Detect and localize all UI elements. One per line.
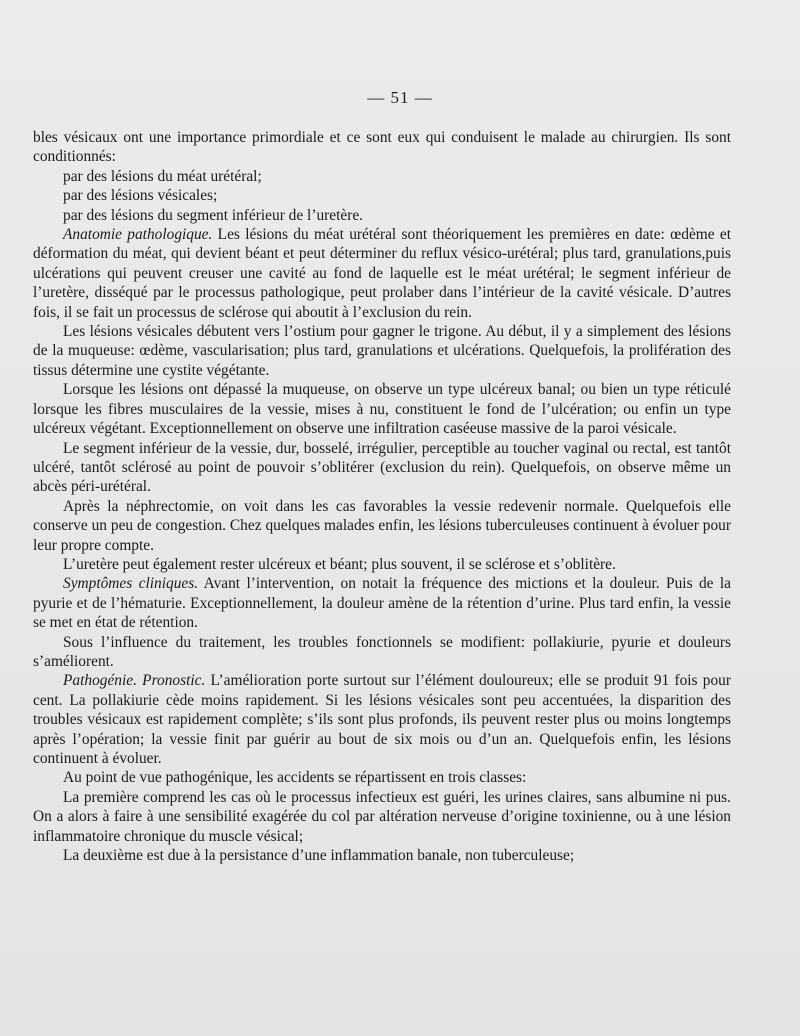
- paragraph: La première comprend les cas où le processus infectieux est guéri, les urines claires, sans albumine ni pus. On a alors à faire à une sensibilité exagérée du col par altération nerveuse d’origine toxinienne, ou à une lésion inflammatoire chronique du muscle vésical;: [33, 788, 731, 845]
- page-number: — 51 —: [367, 88, 433, 107]
- paragraph-text: Les lésions du méat urétéral sont théoriquement les premières en date: œdème et déformation du méat, qui devient béant et peut déterminer du reflux vésico-urétéral; plus tard, granulations,puis ulcérations qui peuvent creuser une cavité au fond de laquelle est le méat urétéral; le segment inférieur de l’uretère, disséqué par le processus pathologique, peut prolaber dans l’intérieur de la cavité vésicale. D’autres fois, il se fait un processus de sclérose qui aboutit à l’exclusion du rein.: [33, 226, 731, 321]
- paragraph: bles vésicaux ont une importance primordiale et ce sont eux qui conduisent le malade au chirurgien. Ils sont conditionnés:: [33, 129, 731, 166]
- list-item: par des lésions vésicales;: [63, 187, 218, 205]
- paragraph: Les lésions vésicales débutent vers l’ostium pour gagner le trigone. Au début, il y a simplement des lésions de la muqueuse: œdème, vascularisation; plus tard, granulations et ulcérations. Quelquefois, la prolifération des tissus détermine une cystite végétante.: [33, 323, 731, 379]
- paragraph: Sous l’influence du traitement, les troubles fonctionnels se modifient: pollakiurie, pyurie et douleurs s’améliorent.: [33, 633, 731, 670]
- paragraph: [33, 225, 731, 322]
- paragraph: Lorsque les lésions ont dépassé la muqueuse, on observe un type ulcéreux banal; ou bien un type réticulé lorsque les fibres musculaires de la vessie, mises à nu, constituent le fond de l’ulcération; ou enfin un type ulcéreux végétant. Exceptionnellement on observe une infiltration caséeuse massive de la paroi vésicale.: [33, 381, 731, 438]
- paragraph-text: Avant l’intervention, on notait la fréquence des mictions et la douleur. Puis de la pyurie et de l’hématurie. Exceptionnellement, la douleur amène de la rétention d’urine. Plus tard enfin, la vessie se met en état de rétention.: [33, 575, 731, 632]
- section-heading: Anatomie pathologique.: [63, 226, 213, 244]
- paragraph: L’uretère peut également rester ulcéreux et béant; plus souvent, il se sclérose et s’oblitère.: [63, 555, 616, 573]
- list-item: par des lésions du méat urétéral;: [63, 167, 262, 185]
- paragraph: Le segment inférieur de la vessie, dur, bosselé, irrégulier, perceptible au toucher vaginal ou rectal, est tantôt ulcéré, tantôt sclérosé au point de pouvoir s’oblitérer (exclusion du rein). Quelquefois, on observe même un abcès péri-urétéral.: [33, 439, 731, 496]
- body-text: [33, 128, 731, 865]
- paragraph: La deuxième est due à la persistance d’une inflammation banale, non tuberculeuse;: [63, 847, 575, 865]
- paragraph: [33, 671, 731, 768]
- section-heading: Symptômes cliniques.: [63, 575, 199, 593]
- section-heading: Pathogénie. Pronostic.: [63, 672, 206, 690]
- paragraph: [33, 574, 731, 632]
- paragraph: Après la néphrectomie, on voit dans les cas favorables la vessie redevenir normale. Quelquefois elle conserve un peu de congestion. Chez quelques malades enfin, les lésions tuberculeuses continuent à évoluer pour leur propre compte.: [33, 497, 731, 554]
- paragraph-text: L’amélioration porte surtout sur l’élément douloureux; elle se produit 91 fois pour cent. La pollakiurie cède moins rapidement. Si les lésions vésicales sont peu accentuées, la disparition des troubles vésicaux est rapidement complète; s’ils sont plus profonds, ils peuvent rester plus ou moins longtemps après l’opération; la vessie finit par guérir au bout de six mois ou d’un an. Quelquefois enfin, les lésions continuent à évoluer.: [33, 672, 731, 767]
- list-item: par des lésions du segment inférieur de l’uretère.: [63, 206, 364, 224]
- paragraph: Au point de vue pathogénique, les accidents se répartissent en trois classes:: [63, 769, 527, 787]
